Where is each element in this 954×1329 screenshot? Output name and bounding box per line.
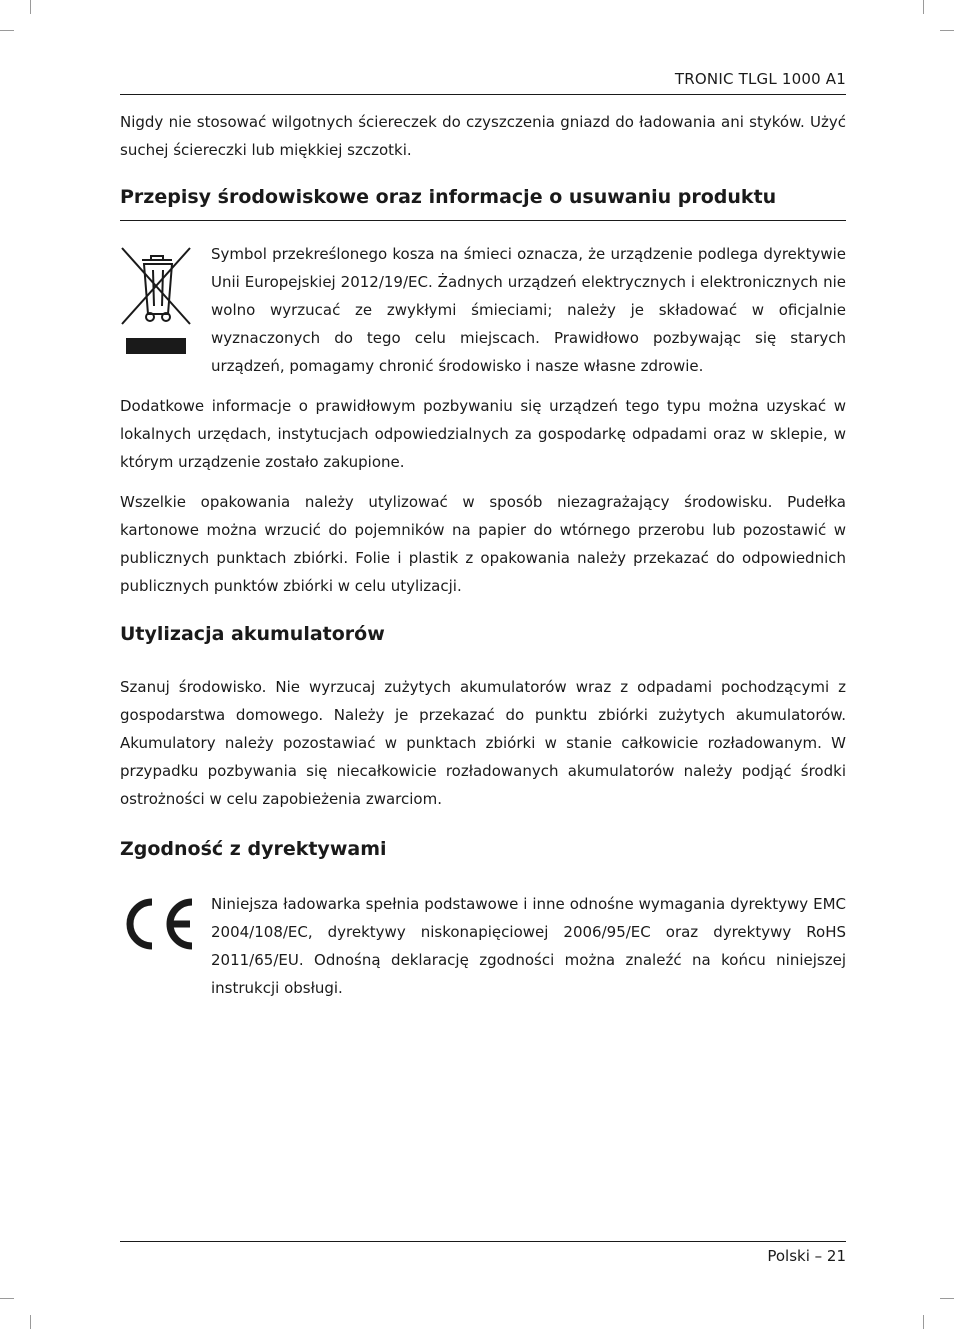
ce-mark-icon xyxy=(120,896,196,952)
footer-rule xyxy=(120,1241,846,1242)
crop-mark xyxy=(940,30,954,31)
crop-mark xyxy=(0,1298,14,1299)
section-title-battery: Utylizacja akumulatorów xyxy=(120,623,385,645)
crop-mark xyxy=(30,1315,31,1329)
header-product-name: TRONIC TLGL 1000 A1 xyxy=(674,70,846,88)
page-number: Polski – 21 xyxy=(767,1247,846,1265)
section-title-environment: Przepisy środowiskowe oraz informacje o usuwaniu produktu xyxy=(120,186,777,208)
crossed-out-wheelie-bin-icon xyxy=(120,244,192,356)
weee-paragraph: Symbol przekreślonego kosza na śmieci oznacza, że urządzenie podlega dyrektywie Unii Europejskiej 2012/19/EC. Żadnych urządzeń elektrycznych i elektronicznych nie wolno wyrzucać ze zwykłymi śmieciami; należy je składować w oficjalnie wyznaczonych do tego celu miejscach. Prawidłowo pozbywając się starych urządzeń, pomagamy chronić środowisko i nasze własne zdrowie. xyxy=(211,245,846,375)
section-rule xyxy=(120,220,846,221)
intro-paragraph: Nigdy nie stosować wilgotnych ściereczek do czyszczenia gniazd do ładowania ani styków. Użyć suchej ściereczki lub miękkiej szczotki. xyxy=(120,113,846,159)
crop-mark xyxy=(923,1315,924,1329)
crop-mark xyxy=(923,0,924,14)
disposal-info-paragraph: Dodatkowe informacje o prawidłowym pozbywaniu się urządzeń tego typu można uzyskać w lokalnych urzędach, instytucjach odpowiedzialnych za gospodarkę odpadami oraz w sklepie, w którym urządzenie zostało zakupione. xyxy=(120,397,846,471)
crop-mark xyxy=(940,1298,954,1299)
packaging-paragraph: Wszelkie opakowania należy utylizować w sposób niezagrażający środowisku. Pudełka kartonowe można wrzucić do pojemników na papier do wtórnego przerobu lub pozostawić w publicznych punktach zbiórki. Folie i plastik z opakowania należy przekazać do odpowiednich publicznych punktów zbiórki w celu utylizacji. xyxy=(120,493,846,595)
crop-mark xyxy=(0,30,14,31)
section-title-conformity: Zgodność z dyrektywami xyxy=(120,838,387,860)
battery-paragraph: Szanuj środowisko. Nie wyrzucaj zużytych akumulatorów wraz z odpadami pochodzącymi z gospodarstwa domowego. Należy je przekazać do punktu zbiórki zużytych akumulatorów. Akumulatory należy pozostawiać w punktach zbiórki w stanie całkowicie rozładowanym. W przypadku pozbywania się niecałkowicie rozładowanych akumulatorów należy podjąć środki ostrożności w celu zapobieżenia zwarciom. xyxy=(120,678,846,808)
header-rule xyxy=(120,94,846,95)
conformity-paragraph: Niniejsza ładowarka spełnia podstawowe i inne odnośne wymagania dyrektywy EMC 2004/108/EC, dyrektywy niskonapięciowej 2006/95/EC oraz dyrektywy RoHS 2011/65/EU. Odnośną deklarację zgodności można znaleźć na końcu niniejszej instrukcji obsługi. xyxy=(211,895,846,997)
crop-mark xyxy=(30,0,31,14)
